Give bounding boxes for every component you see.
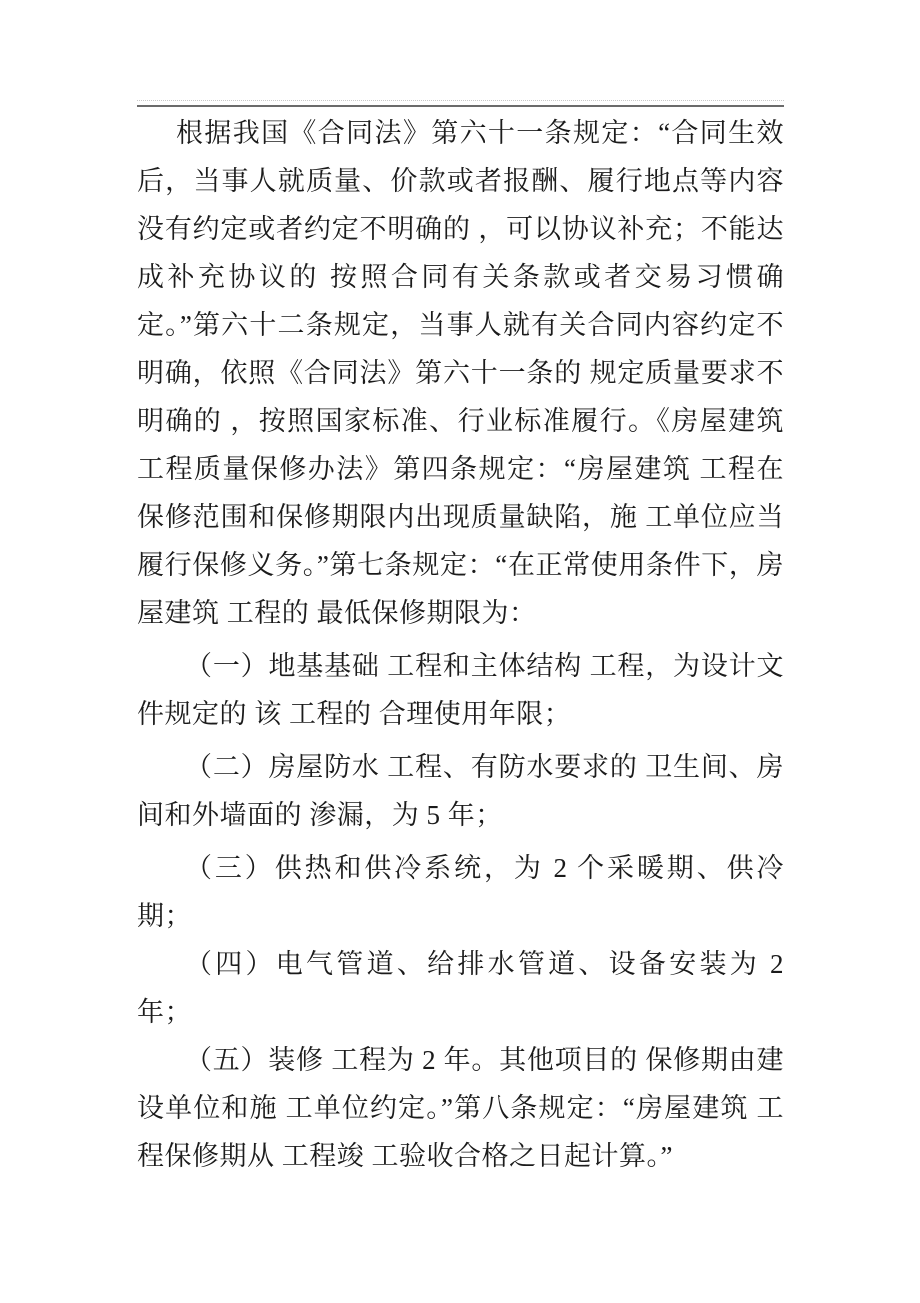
header-separator-rule <box>137 100 784 107</box>
separator-solid-line <box>137 105 784 107</box>
list-item-3: （三）供热和供冷系统，为 2 个采暖期、供冷期； <box>137 853 784 931</box>
separator-dotted-line <box>137 100 784 101</box>
document-body <box>137 109 784 1180</box>
list-item-2: （二）房屋防水 工程、有防水要求的 卫生间、房间和外墙面的 渗漏，为 5 年； <box>137 752 784 830</box>
list-item-5: （五）装修 工程为 2 年。其他项目的 保修期由建设单位和施 工单位约定。”第八条规定：“房屋建筑 工程保修期从 工程竣 工验收合格之日起计算。” <box>137 1045 784 1171</box>
list-item-4: （四）电气管道、给排水管道、设备安装为 2 年； <box>137 949 784 1027</box>
list-item-1: （一）地基基础 工程和主体结构 工程，为设计文件规定的 该 工程的 合理使用年限； <box>137 651 784 729</box>
paragraph-legal-text: 根据我国《合同法》第六十一条规定：“合同生效后，当事人就质量、价款或者报酬、履行地点等内容没有约定或者约定不明确的 ，可以协议补充；不能达成补充协议的 按照合同有关条款或者交易习惯确定。”第六十二条规定，当事人就有关合同内容约定不明确，依照《合同法》第六十一条的 规定质量要求不明确的 ，按照国家标准、行业标准履行。《房屋建筑 工程质量保修办法》第四条规定：“房屋建筑 工程在保修范围和保修期限内出现质量缺陷，施 工单位应当履行保修义务。”第七条规定：“在正常使用条件下，房屋建筑 工程的 最低保修期限为： <box>137 118 784 628</box>
